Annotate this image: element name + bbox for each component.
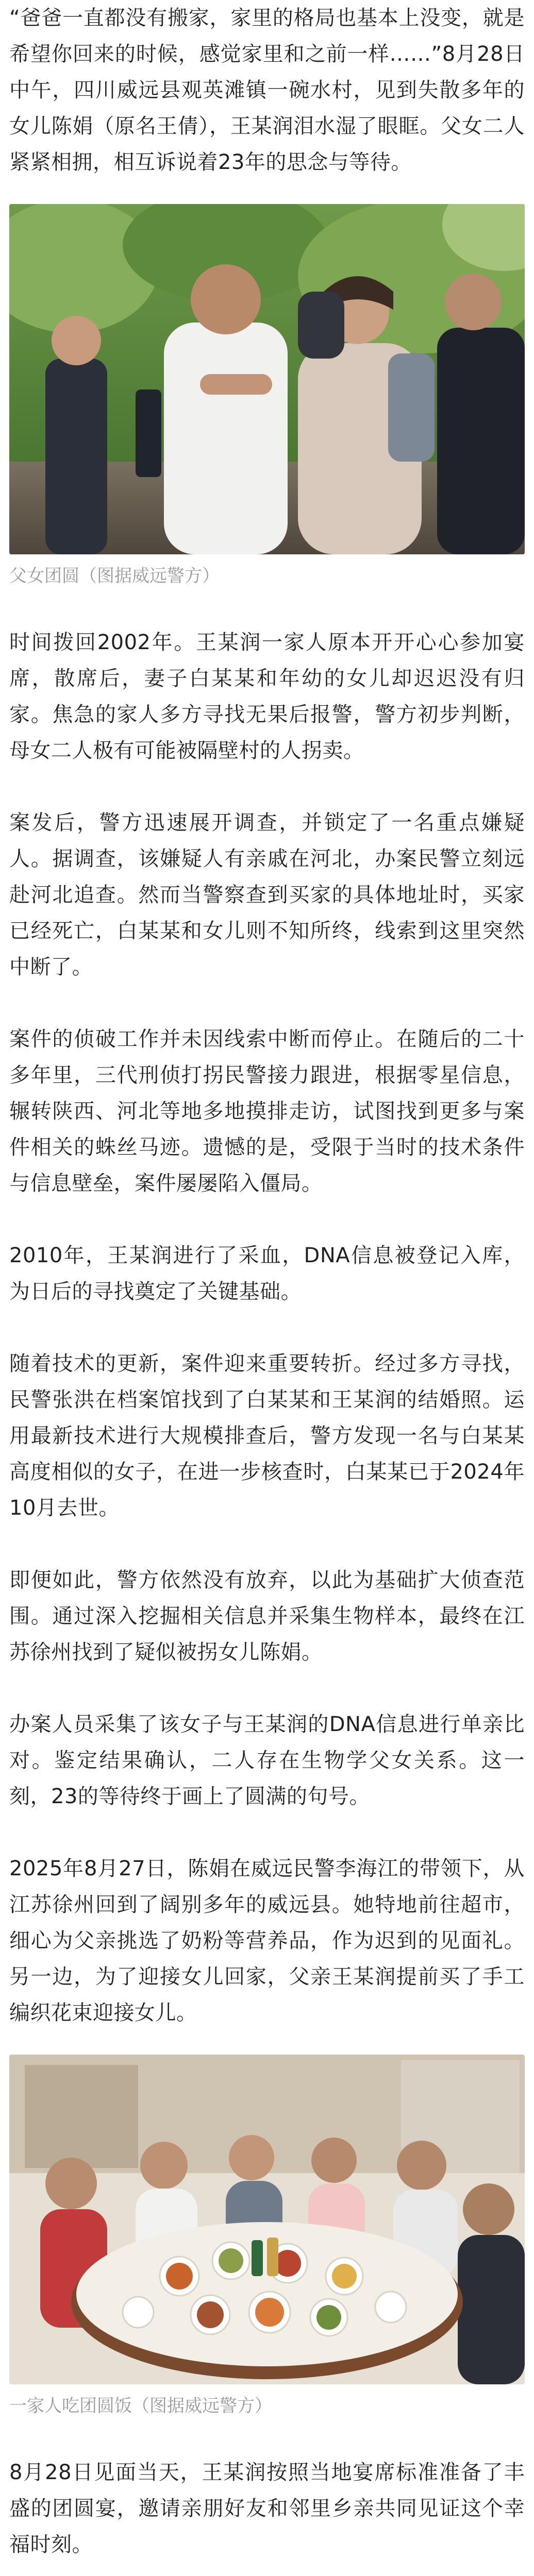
paragraph-10: 8月28日见面当天，王某润按照当地宴席标准准备了丰盛的团圆宴，邀请亲朋好友和邻里乡亲共同见证这个幸福时刻。 [9,2461,525,2556]
paragraph-1: “爸爸一直都没有搬家，家里的格局也基本上没变，就是希望你回来的时候，感觉家里和之前一样……”8月28日中午，四川威远县观英滩镇一碗水村，见到失散多年的女儿陈娟（原名王倩），王某润泪水湿了眼眶。父女二人紧紧相拥，相互诉说着23年的思念与等待。 [9,6,525,174]
photo-caption-2: 一家人吃团圆饭（图据威远警方） [9,2396,272,2416]
paragraph-5: 2010年，王某润进行了采血，DNA信息被登记入库，为日后的寻找奠定了关键基础。 [9,1244,525,1303]
photo-caption-1: 父女团圆（图据威远警方） [9,566,220,586]
paragraph-7: 即便如此，警方依然没有放弃，以此为基础扩大侦查范围。通过深入挖掘相关信息并采集生物样本，最终在江苏徐州找到了疑似被拐女儿陈娟。 [9,1568,525,1664]
reunion-photo-illustration [9,204,525,554]
photo-family-reunion-dinner [9,2055,525,2384]
paragraph-2: 时间拨回2002年。王某润一家人原本开开心心参加宴席，散席后，妻子白某某和年幼的女儿却迟迟没有归家。焦急的家人多方寻找无果后报警，警方初步判断，母女二人极有可能被隔壁村的人拐卖。 [9,631,525,762]
paragraph-8: 办案人员采集了该女子与王某润的DNA信息进行单亲比对。鉴定结果确认，二人存在生物学父女关系。这一刻，23的等待终于画上了圆满的句号。 [9,1713,525,1808]
paragraph-9: 2025年8月27日，陈娟在威远民警李海江的带领下，从江苏徐州回到了阔别多年的威远县。她特地前往超市，细心为父亲挑选了奶粉等营养品，作为迟到的见面礼。另一边，为了迎接女儿回家，父亲王某润提前买了手工编织花束迎接女儿。 [9,1857,525,2025]
paragraph-6: 随着技术的更新，案件迎来重要转折。经过多方寻找，民警张洪在档案馆找到了白某某和王某润的结婚照。运用最新技术进行大规模排查后，警方发现一名与白某某高度相似的女子，在进一步核查时，白某某已于2024年10月去世。 [9,1352,525,1520]
paragraph-4: 案件的侦破工作并未因线索中断而停止。在随后的二十多年里，三代刑侦打拐民警接力跟进，根据零星信息，辗转陕西、河北等地多地摸排走访，试图找到更多与案件相关的蛛丝马迹。遗憾的是，受限于当时的技术条件与信息壁垒，案件屡屡陷入僵局。 [9,1027,525,1195]
photo-father-daughter-reunion [9,204,525,554]
family-dinner-photo-illustration [9,2055,525,2384]
paragraph-3: 案发后，警方迅速展开调查，并锁定了一名重点嫌疑人。据调查，该嫌疑人有亲戚在河北，办案民警立刻远赴河北追查。然而当警察查到买家的具体地址时，买家已经死亡，白某某和女儿则不知所终，线索到这里突然中断了。 [9,811,525,979]
